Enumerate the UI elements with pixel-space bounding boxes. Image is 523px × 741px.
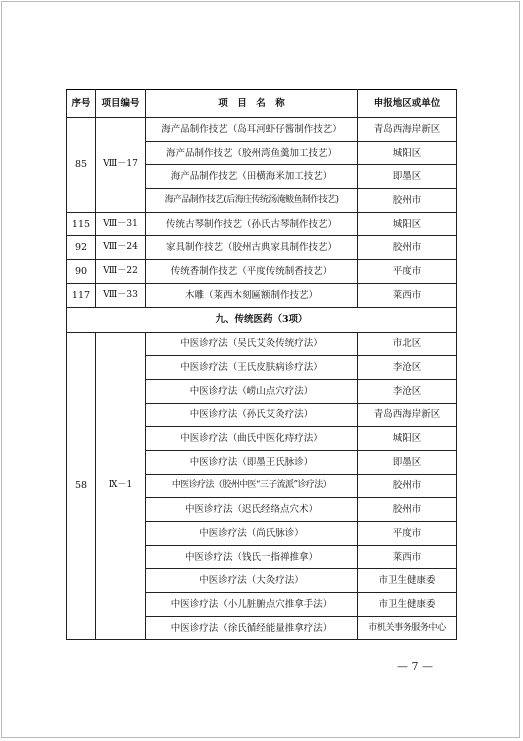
project-name-cell: 中医诊疗法（吴氏艾灸传统疗法）: [146, 332, 358, 356]
region-cell: 青岛西海岸新区: [358, 403, 457, 427]
project-code-cell: Ⅷ－22: [96, 260, 146, 284]
table-row: [67, 332, 457, 356]
region-cell: 李沧区: [358, 379, 457, 403]
region-cell: 平度市: [358, 522, 457, 546]
header-region: 申报地区或单位: [358, 90, 457, 118]
table-row: [67, 212, 457, 236]
project-name-cell: 中医诊疗法（小儿脏腑点穴推拿手法）: [146, 593, 358, 617]
project-name-cell: 中医诊疗法（徐氏循经能量推拿疗法）: [146, 616, 358, 640]
region-cell: 青岛西海岸新区: [358, 118, 457, 142]
project-name-cell: 海产品制作技艺（田横海米加工技艺）: [146, 165, 358, 189]
region-cell: 城阳区: [358, 212, 457, 236]
table-row: [67, 236, 457, 260]
region-cell: 即墨区: [358, 165, 457, 189]
project-name-cell: 中医诊疗法（即墨王氏脉诊）: [146, 450, 358, 474]
project-name-cell: 中医诊疗法（崂山点穴疗法）: [146, 379, 358, 403]
project-name-cell: 中医诊疗法（王氏皮肤病诊疗法）: [146, 356, 358, 380]
region-cell: 市机关事务服务中心: [358, 616, 457, 640]
table-row: [67, 260, 457, 284]
project-name-cell: 海产品制作技艺（胶州湾鱼羹加工技艺）: [146, 141, 358, 165]
serial-number-cell: 117: [67, 283, 96, 307]
project-code-cell: Ⅷ－31: [96, 212, 146, 236]
region-cell: 胶州市: [358, 498, 457, 522]
region-cell: 即墨区: [358, 450, 457, 474]
serial-number-cell: 115: [67, 212, 96, 236]
region-cell: 平度市: [358, 260, 457, 284]
serial-number-cell: 85: [67, 118, 96, 213]
serial-number-cell: 58: [67, 332, 96, 640]
project-name-cell: 海产品制作技艺（岛耳河虾仔酱制作技艺）: [146, 118, 358, 142]
region-cell: 市卫生健康委: [358, 569, 457, 593]
project-name-cell: 传统香制作技艺（平度传统制香技艺）: [146, 260, 358, 284]
region-cell: 城阳区: [358, 427, 457, 451]
region-cell: 市卫生健康委: [358, 593, 457, 617]
page-number: — 7 —: [397, 660, 433, 673]
header-project-code: 项目编号: [96, 90, 146, 118]
header-serial-number: 序号: [67, 90, 96, 118]
heritage-project-table: [66, 89, 457, 640]
project-name-cell: 中医诊疗法（迟氏经络点穴术）: [146, 498, 358, 522]
region-cell: 胶州市: [358, 236, 457, 260]
header-project-name: 项 目 名 称: [146, 90, 358, 118]
project-name-cell: 中医诊疗法（大灸疗法）: [146, 569, 358, 593]
project-name-cell: 海产品制作技艺(后海庄传统汤淹鲅鱼制作技艺): [146, 189, 358, 213]
project-name-cell: 中医诊疗法（尚氏脉诊）: [146, 522, 358, 546]
region-cell: 市北区: [358, 332, 457, 356]
project-name-cell: 中医诊疗法（钱氏一指禅推拿）: [146, 545, 358, 569]
serial-number-cell: 92: [67, 236, 96, 260]
region-cell: 胶州市: [358, 474, 457, 498]
section-title: 九、传统医药（3项）: [67, 307, 457, 332]
project-code-cell: Ⅷ－17: [96, 118, 146, 213]
project-name-cell: 中医诊疗法（孙氏艾灸疗法）: [146, 403, 358, 427]
table-header-row: [67, 90, 457, 118]
project-code-cell: Ⅸ－1: [96, 332, 146, 640]
region-cell: 莱西市: [358, 545, 457, 569]
region-cell: 莱西市: [358, 283, 457, 307]
region-cell: 胶州市: [358, 189, 457, 213]
serial-number-cell: 90: [67, 260, 96, 284]
table-row: [67, 283, 457, 307]
project-name-cell: 木雕（莱西木刻匾额制作技艺）: [146, 283, 358, 307]
project-name-cell: 中医诊疗法（曲氏中医化痔疗法）: [146, 427, 358, 451]
project-name-cell: 传统古琴制作技艺（孙氏古琴制作技艺）: [146, 212, 358, 236]
project-code-cell: Ⅷ－33: [96, 283, 146, 307]
section-row: [67, 307, 457, 332]
table-row: [67, 118, 457, 142]
project-name-cell: 家具制作技艺（胶州古典家具制作技艺）: [146, 236, 358, 260]
project-code-cell: Ⅷ－24: [96, 236, 146, 260]
region-cell: 城阳区: [358, 141, 457, 165]
region-cell: 李沧区: [358, 356, 457, 380]
project-name-cell: 中医诊疗法（胶州中医“三子流派”诊疗法）: [146, 474, 358, 498]
